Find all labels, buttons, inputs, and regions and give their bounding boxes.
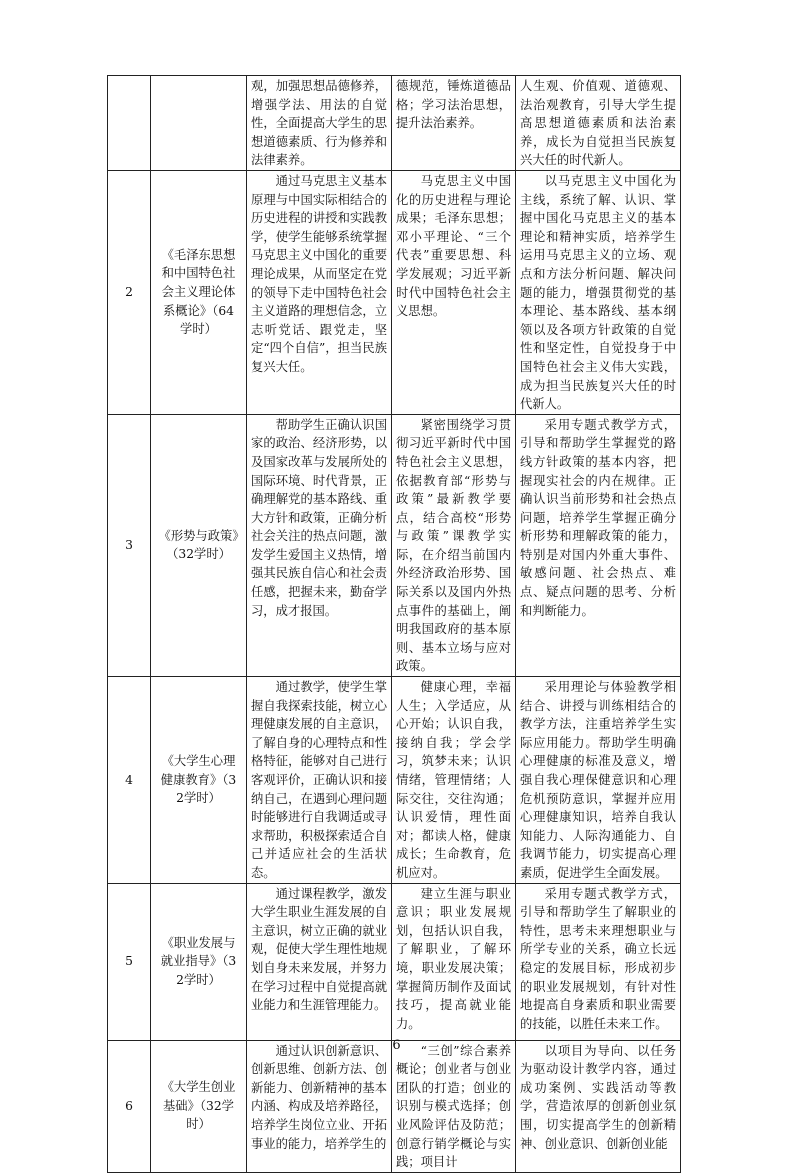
course-name: 《大学生心理健康教育》（32学时） [151,677,247,884]
teaching-requirement: 以马克思主义中国化为主线，系统了解、认识、掌握中国化马克思主义的基本理论和精神实质，培养学生运用马克思主义的立场、观点和方法分析问题、解决问题的能力，增强贯彻党的基本理论、基本路线、基本纲领以及各项方针政策的自觉性和坚定性，自觉投身于中国特色社会主义伟大实践，成为担当民族复兴大任的时代新人。 [516,171,681,415]
table-row [108,414,681,676]
table-row [108,76,681,171]
course-objective: 观，加强思想品德修养，增强学法、用法的自觉性，全面提高大学生的思想道德素质、行为修养和法律素养。 [247,76,392,171]
course-objective: 通过课程教学，激发大学生职业生涯发展的自主意识，树立正确的就业观，促使大学生理性地规划自身未来发展，并努力在学习过程中自觉提高就业能力和生涯管理能力。 [247,883,392,1040]
table-row [108,883,681,1040]
course-name: 《职业发展与就业指导》（32学时） [151,883,247,1040]
table-row [108,1040,681,1172]
teaching-requirement: 采用专题式教学方式，引导和帮助学生掌握党的路线方针政策的基本内容，把握现实社会的内在规律。正确认识当前形势和社会热点问题，培养学生掌握正确分析形势和理解政策的能力，特别是对国内外重大事件、敏感问题、社会热点、难点、疑点问题的思考、分析和判断能力。 [516,414,681,676]
course-table [107,75,681,1173]
course-name: 《大学生创业基础》（32学时） [151,1040,247,1172]
course-content: 建立生涯与职业意识；职业发展规划，包括认识自我，了解职业，了解环境，职业发展决策；掌握简历制作及面试技巧，提高就业能力。 [392,883,516,1040]
teaching-requirement: 以项目为导向、以任务为驱动设计教学内容，通过成功案例、实践活动等教学，营造浓厚的创新创业氛围，切实提高学生的创新精神、创业意识、创新创业能 [516,1040,681,1172]
row-number: 2 [108,171,151,415]
course-objective: 帮助学生正确认识国家的政治、经济形势，以及国家改革与发展所处的国际环境、时代背景，正确理解党的基本路线、重大方针和政策，正确分析社会关注的热点问题，激发学生爱国主义热情，增强其民族自信心和社会责任感，把握未来，勤奋学习，成才报国。 [247,414,392,676]
course-content: 马克思主义中国化的历史进程与理论成果；毛泽东思想；邓小平理论、“三个代表”重要思想、科学发展观；习近平新时代中国特色社会主义思想。 [392,171,516,415]
course-name: 《形势与政策》（32学时） [151,414,247,676]
row-number: 6 [108,1040,151,1172]
teaching-requirement: 采用理论与体验教学相结合、讲授与训练相结合的教学方法，注重培养学生实际应用能力。帮助学生明确心理健康的标准及意义，增强自我心理保健意识和心理危机预防意识，掌握并应用心理健康知识，培养自我认知能力、人际沟通能力、自我调节能力，切实提高心理素质，促进学生全面发展。 [516,677,681,884]
table-row [108,677,681,884]
page-number: 6 [392,1038,401,1053]
teaching-requirement: 采用专题式教学方式，引导和帮助学生了解职业的特性，思考未来理想职业与所学专业的关系，确立长远稳定的发展目标，形成初步的职业发展规划，有针对性地提高自身素质和职业需要的技能，以胜任未来工作。 [516,883,681,1040]
course-objective: 通过教学，使学生掌握自我探索技能，树立心理健康发展的自主意识，了解自身的心理特点和性格特征，能够对自己进行客观评价，正确认识和接纳自己，在遇到心理问题时能够进行自我调适或寻求帮助，积极探索适合自己并适应社会的生活状态。 [247,677,392,884]
row-number: 3 [108,414,151,676]
course-objective: 通过认识创新意识、创新思维、创新方法、创新能力、创新精神的基本内涵、构成及培养路径，培养学生岗位立业、开拓事业的能力，培养学生的 [247,1040,392,1172]
row-number: 5 [108,883,151,1040]
table-row [108,171,681,415]
row-number: 4 [108,677,151,884]
course-content: “三创”综合素养概论；创业者与创业团队的打造；创业的识别与模式选择；创业风险评估及防范；创意行销学概论与实践；项目计 [392,1040,516,1172]
row-number [108,76,151,171]
course-name: 《毛泽东思想和中国特色社会主义理论体系概论》（64学时） [151,171,247,415]
course-content: 紧密围绕学习贯彻习近平新时代中国特色社会主义思想，依据教育部“形势与政策”最新教学要点，结合高校“形势与政策”课教学实际，在介绍当前国内外经济政治形势、国际关系以及国内外热点事件的基础上，阐明我国政府的基本原则、基本立场与应对政策。 [392,414,516,676]
course-name [151,76,247,171]
course-content: 德规范，锤炼道德品格；学习法治思想，提升法治素养。 [392,76,516,171]
course-content: 健康心理，幸福人生；入学适应，从心开始；认识自我，接纳自我；学会学习，筑梦未来；认识情绪，管理情绪；人际交往，交往沟通；认识爱情，理性面对；都读人格，健康成长；生命教育，危机应对。 [392,677,516,884]
teaching-requirement: 人生观、价值观、道德观、法治观教育，引导大学生提高思想道德素质和法治素养，成长为自觉担当民族复兴大任的时代新人。 [516,76,681,171]
course-objective: 通过马克思主义基本原理与中国实际相结合的历史进程的讲授和实践教学，使学生能够系统掌握马克思主义中国化的重要理论成果，从而坚定在党的领导下走中国特色社会主义道路的理想信念，立志听党话、跟党走，坚定“四个自信”，担当民族复兴大任。 [247,171,392,415]
